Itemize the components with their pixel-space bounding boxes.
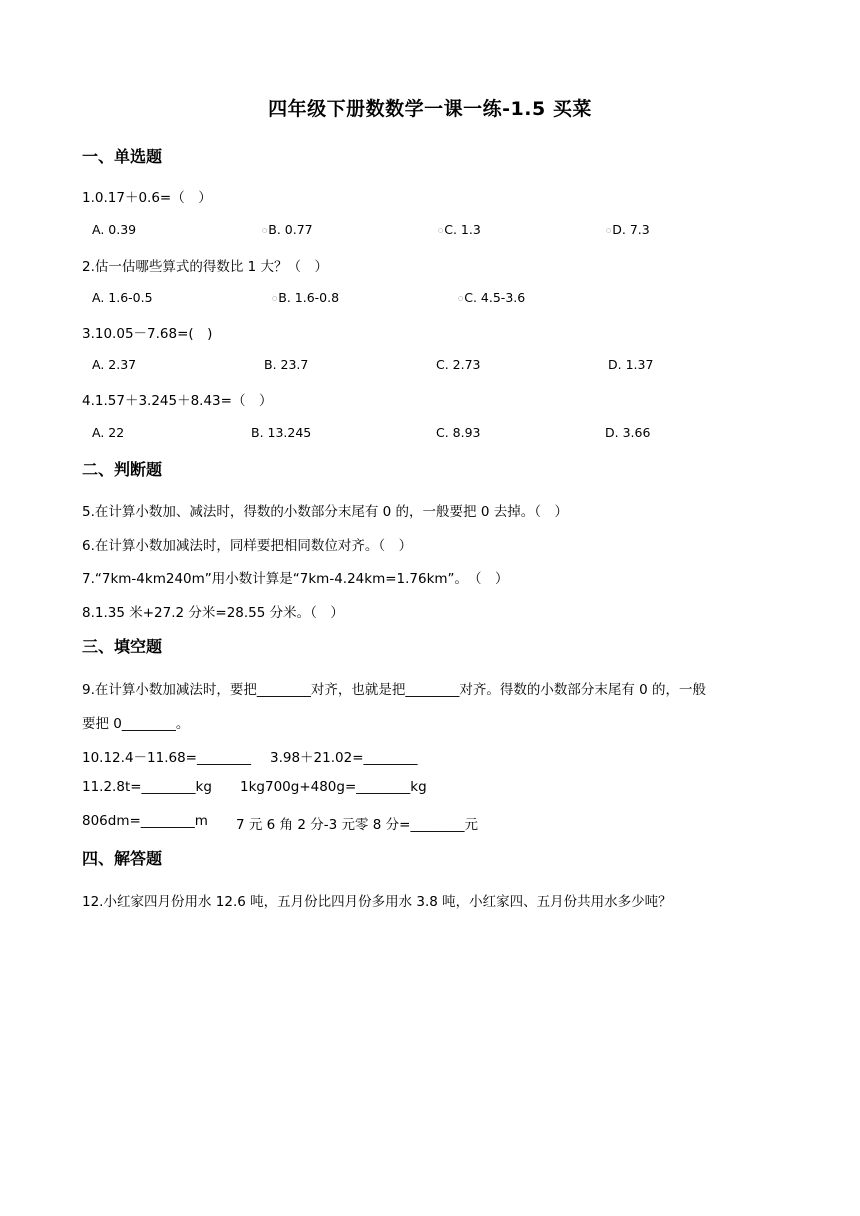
- option-marker-icon: ○: [262, 227, 268, 234]
- option-marker-icon: ○: [272, 295, 278, 302]
- section-heading-fill-blank: 三、填空题: [82, 637, 163, 656]
- question-10-part-a: 10.12.4－11.68=________: [82, 750, 251, 766]
- q3-option-a: A. 2.37: [92, 357, 137, 372]
- q1-option-b: ○B. 0.77: [262, 222, 313, 237]
- page-title: 四年级下册数数学一课一练-1.5 买菜: [268, 98, 592, 120]
- q1-option-a: A. 0.39: [92, 222, 137, 237]
- question-2: 2.估一估哪些算式的得数比 1 大？（ ）: [82, 259, 329, 275]
- q4-option-c: C. 8.93: [436, 425, 481, 440]
- question-10-part-b: 3.98＋21.02=________: [270, 750, 418, 766]
- question-11-part-c: 806dm=________m: [82, 813, 208, 829]
- question-3: 3.10.05－7.68=( ): [82, 326, 213, 342]
- q3-option-b: B. 23.7: [264, 357, 309, 372]
- q2-option-b: ○B. 1.6-0.8: [272, 290, 340, 305]
- section-heading-true-false: 二、判断题: [82, 460, 163, 479]
- question-1: 1.0.17＋0.6=（ ）: [82, 190, 212, 206]
- q2-option-a: A. 1.6-0.5: [92, 290, 153, 305]
- q4-option-b: B. 13.245: [251, 425, 312, 440]
- option-marker-icon: ○: [606, 227, 612, 234]
- q2-option-c: ○C. 4.5-3.6: [458, 290, 526, 305]
- question-6: 6.在计算小数加减法时，同样要把相同数位对齐。（ ）: [82, 538, 413, 554]
- question-12: 12.小红家四月份用水 12.6 吨，五月份比四月份多用水 3.8 吨，小红家四、五月份共用水多少吨？: [82, 894, 672, 910]
- q4-option-a: A. 22: [92, 425, 125, 440]
- question-11-part-a: 11.2.8t=________kg: [82, 779, 212, 795]
- option-marker-icon: ○: [438, 227, 444, 234]
- q4-option-d: D. 3.66: [605, 425, 651, 440]
- question-11-part-b: 1kg700g+480g=________kg: [240, 779, 427, 795]
- question-9-line-2: 要把 0________。: [82, 716, 190, 732]
- option-marker-icon: ○: [458, 295, 464, 302]
- section-heading-single-choice: 一、单选题: [82, 147, 163, 166]
- section-heading-solve: 四、解答题: [82, 849, 163, 868]
- question-7: 7.“7km-4km240m”用小数计算是“7km-4.24km=1.76km”。 （ ）: [82, 571, 509, 587]
- question-8: 8.1.35 米+27.2 分米=28.55 分米。（ ）: [82, 605, 344, 621]
- question-9-line-1: 9.在计算小数加减法时，要把________对齐，也就是把________对齐。得数的小数部分末尾有 0 的，一般: [82, 682, 707, 698]
- question-4: 4.1.57＋3.245＋8.43=（ ）: [82, 393, 273, 409]
- q3-option-d: D. 1.37: [608, 357, 654, 372]
- question-5: 5.在计算小数加、减法时，得数的小数部分末尾有 0 的，一般要把 0 去掉。（ ）: [82, 504, 568, 520]
- q1-option-c: ○C. 1.3: [438, 222, 481, 237]
- q3-option-c: C. 2.73: [436, 357, 481, 372]
- question-11-part-d: 7 元 6 角 2 分-3 元零 8 分=________元: [236, 817, 478, 833]
- q1-option-d: ○D. 7.3: [606, 222, 650, 237]
